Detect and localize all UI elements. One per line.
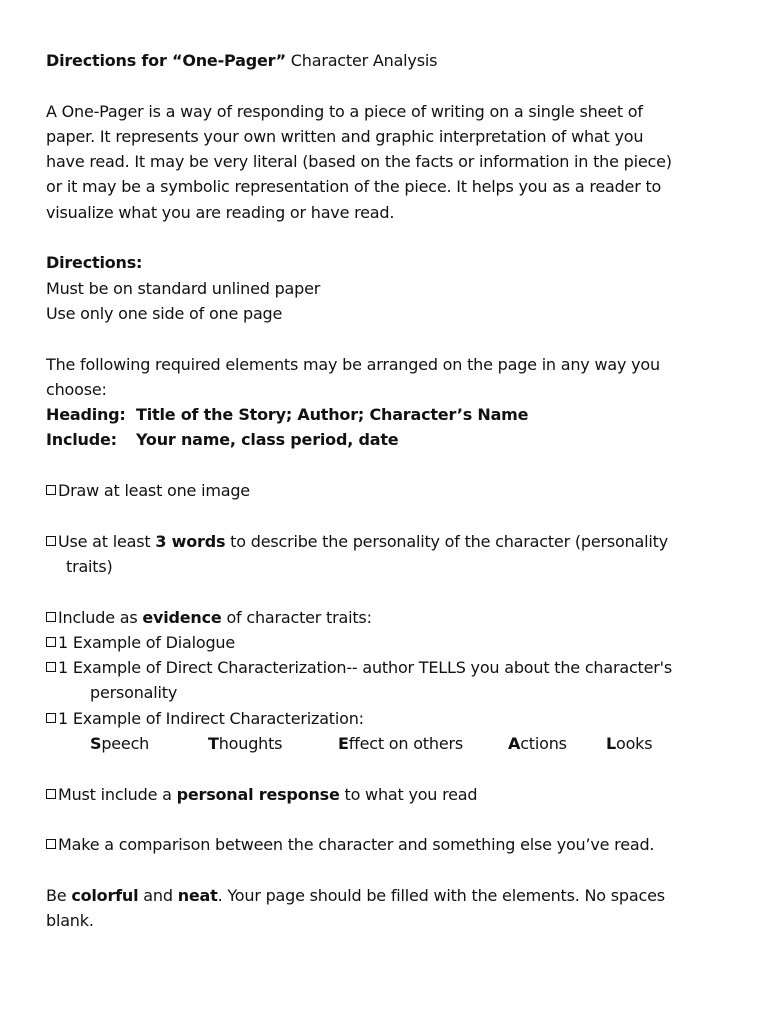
heading-label: Heading: xyxy=(46,405,126,425)
direction-item: Must be on standard unlined paper xyxy=(46,278,321,298)
method-speech: Speech xyxy=(90,734,150,754)
direction-item: Use only one side of one page xyxy=(46,303,283,323)
method-effect: Effect on others xyxy=(338,734,463,754)
method-thoughts: Thoughts xyxy=(208,734,283,754)
checklist-item-direct-cont: personality xyxy=(90,683,178,703)
checkbox-icon xyxy=(46,637,56,647)
intro-line: paper. It represents your own written and graphic interpretation of what you xyxy=(46,126,644,146)
checkbox-icon xyxy=(46,485,56,495)
title-rest: Character Analysis xyxy=(285,51,438,70)
checklist-item-direct: 1 Example of Direct Characterization-- author TELLS you about the character's xyxy=(46,655,736,680)
method-actions: Actions xyxy=(508,734,567,754)
directions-heading: Directions: xyxy=(46,253,143,273)
checklist-item-response: Must include a personal response to what you read xyxy=(46,782,736,807)
title-bold: Directions for “One-Pager” xyxy=(46,51,286,70)
intro-paragraph xyxy=(46,99,736,225)
checklist-item-dialogue: 1 Example of Dialogue xyxy=(46,630,736,655)
include-requirement xyxy=(46,427,736,452)
checkbox-icon xyxy=(46,662,56,672)
heading-value: Title of the Story; Author; Character’s Name xyxy=(136,405,529,425)
heading-requirement xyxy=(46,402,736,427)
intro-line: or it may be a symbolic representation of the piece. It helps you as a reader to xyxy=(46,177,662,197)
elements-intro-line: choose: xyxy=(46,379,107,399)
intro-line: A One-Pager is a way of responding to a piece of writing on a single sheet of xyxy=(46,101,643,121)
checklist-item-words: Use at least 3 words to describe the personality of the character (personality xyxy=(46,529,736,554)
checklist-item-comparison: Make a comparison between the character and something else you’ve read. xyxy=(46,832,736,857)
intro-line: visualize what you are reading or have read. xyxy=(46,202,395,222)
include-value: Your name, class period, date xyxy=(136,430,399,450)
intro-line: have read. It may be very literal (based on the facts or information in the piece) xyxy=(46,152,672,172)
checklist-item-image: Draw at least one image xyxy=(46,478,736,503)
checkbox-icon xyxy=(46,839,56,849)
method-looks: Looks xyxy=(606,734,653,754)
checklist-item-evidence: Include as evidence of character traits: xyxy=(46,605,736,630)
checklist-item-words-cont: traits) xyxy=(66,556,113,576)
indirect-methods-row xyxy=(46,731,736,756)
document-page xyxy=(46,48,736,933)
checkbox-icon xyxy=(46,713,56,723)
checkbox-icon xyxy=(46,789,56,799)
closing-line-cont: blank. xyxy=(46,911,94,931)
checklist-item-indirect: 1 Example of Indirect Characterization: xyxy=(46,706,736,731)
checkbox-icon xyxy=(46,536,56,546)
checkbox-icon xyxy=(46,612,56,622)
include-label: Include: xyxy=(46,430,117,450)
closing-line: Be colorful and neat. Your page should be filled with the elements. No spaces xyxy=(46,885,665,905)
elements-intro-line: The following required elements may be arranged on the page in any way you xyxy=(46,354,660,374)
document-title xyxy=(46,48,736,73)
